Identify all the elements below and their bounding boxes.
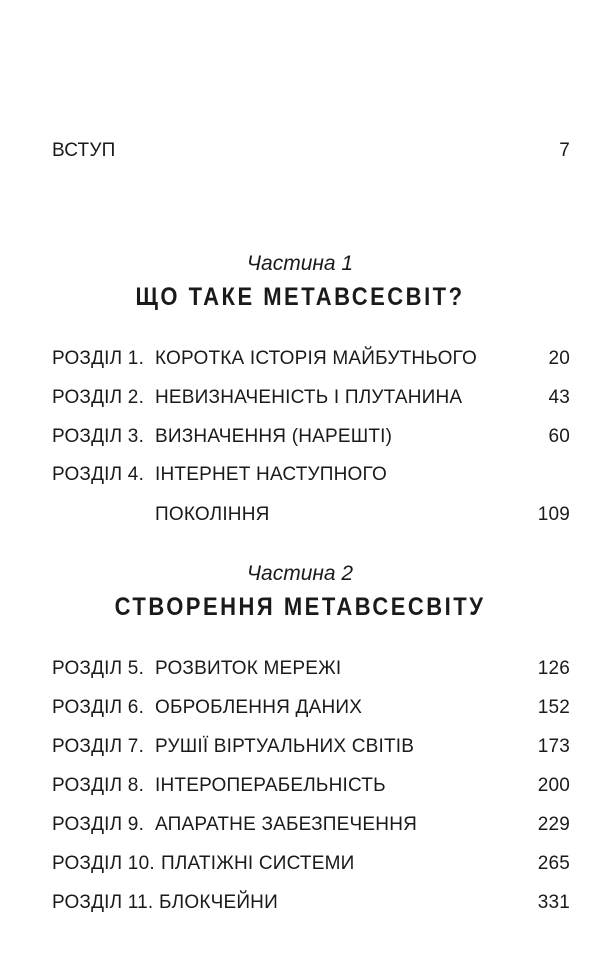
chapter-title: РОЗВИТОК МЕРЕЖІ bbox=[155, 658, 342, 679]
intro-title: ВСТУП bbox=[52, 140, 116, 161]
chapter-title: АПАРАТНЕ ЗАБЕЗПЕЧЕННЯ bbox=[155, 814, 418, 835]
chapter-label: РОЗДІЛ 5. bbox=[52, 658, 145, 679]
chapter-label: РОЗДІЛ 8. bbox=[52, 775, 145, 796]
chapter-page-number: 126 bbox=[537, 658, 570, 679]
toc-entry-intro[interactable] bbox=[52, 137, 570, 165]
chapter-page-number: 60 bbox=[548, 426, 570, 447]
toc-entry-chapter-10[interactable] bbox=[52, 850, 570, 878]
chapter-page-number: 152 bbox=[537, 697, 570, 718]
toc-entry-chapter-5[interactable] bbox=[52, 655, 570, 683]
chapter-label: РОЗДІЛ 10. bbox=[52, 853, 155, 874]
chapter-title: НЕВИЗНАЧЕНІСТЬ І ПЛУТАНИНА bbox=[155, 387, 463, 408]
part-2-label: Частина 2 bbox=[246, 562, 354, 585]
toc-entry-chapter-11[interactable] bbox=[52, 889, 570, 917]
chapter-title: ВИЗНАЧЕННЯ (НАРЕШТІ) bbox=[155, 426, 393, 447]
chapter-page-number: 43 bbox=[548, 387, 570, 408]
chapter-title: ОБРОБЛЕННЯ ДАНИХ bbox=[155, 697, 363, 718]
toc-entry-chapter-6[interactable] bbox=[52, 694, 570, 722]
toc-entry-chapter-8[interactable] bbox=[52, 772, 570, 800]
chapter-title: КОРОТКА ІСТОРІЯ МАЙБУТНЬОГО bbox=[155, 348, 477, 369]
chapter-label: РОЗДІЛ 1. bbox=[52, 348, 145, 369]
chapter-page-number: 229 bbox=[537, 814, 570, 835]
part-1-label: Частина 1 bbox=[246, 252, 354, 275]
chapter-label: РОЗДІЛ 3. bbox=[52, 426, 145, 447]
chapter-label: РОЗДІЛ 2. bbox=[52, 387, 145, 408]
part-2-title: СТВОРЕННЯ МЕТАВСЕСВІТУ bbox=[114, 592, 486, 621]
chapter-label: РОЗДІЛ 6. bbox=[52, 697, 145, 718]
part-1-title: ЩО ТАКЕ МЕТАВСЕСВІТ? bbox=[135, 282, 465, 311]
chapter-label: РОЗДІЛ 7. bbox=[52, 736, 145, 757]
chapter-page-number: 109 bbox=[537, 504, 570, 525]
chapter-label: РОЗДІЛ 11. bbox=[52, 892, 154, 913]
toc-entry-chapter-4[interactable] bbox=[52, 461, 570, 489]
chapter-title: ІНТЕРНЕТ НАСТУПНОГО bbox=[155, 464, 387, 485]
toc-entry-chapter-9[interactable] bbox=[52, 811, 570, 839]
chapter-page-number: 265 bbox=[537, 853, 570, 874]
intro-page-number: 7 bbox=[559, 140, 570, 161]
chapter-title-continued: ПОКОЛІННЯ bbox=[155, 504, 270, 525]
toc-entry-chapter-7[interactable] bbox=[52, 733, 570, 761]
chapter-title: БЛОКЧЕЙНИ bbox=[159, 892, 278, 913]
chapter-page-number: 200 bbox=[537, 775, 570, 796]
chapter-page-number: 173 bbox=[537, 736, 570, 757]
chapter-page-number: 331 bbox=[537, 892, 570, 913]
toc-entry-chapter-4-continued[interactable] bbox=[52, 501, 570, 529]
toc-entry-chapter-2[interactable] bbox=[52, 384, 570, 412]
chapter-title: ІНТЕРОПЕРАБЕЛЬНІСТЬ bbox=[155, 775, 386, 796]
chapter-title: РУШІЇ ВІРТУАЛЬНИХ СВІТІВ bbox=[155, 736, 415, 757]
chapter-page-number: 20 bbox=[548, 348, 570, 369]
toc-entry-chapter-1[interactable] bbox=[52, 345, 570, 373]
chapter-label: РОЗДІЛ 9. bbox=[52, 814, 145, 835]
chapter-title: ПЛАТІЖНІ СИСТЕМИ bbox=[161, 853, 355, 874]
chapter-label: РОЗДІЛ 4. bbox=[52, 464, 145, 485]
toc-entry-chapter-3[interactable] bbox=[52, 423, 570, 451]
